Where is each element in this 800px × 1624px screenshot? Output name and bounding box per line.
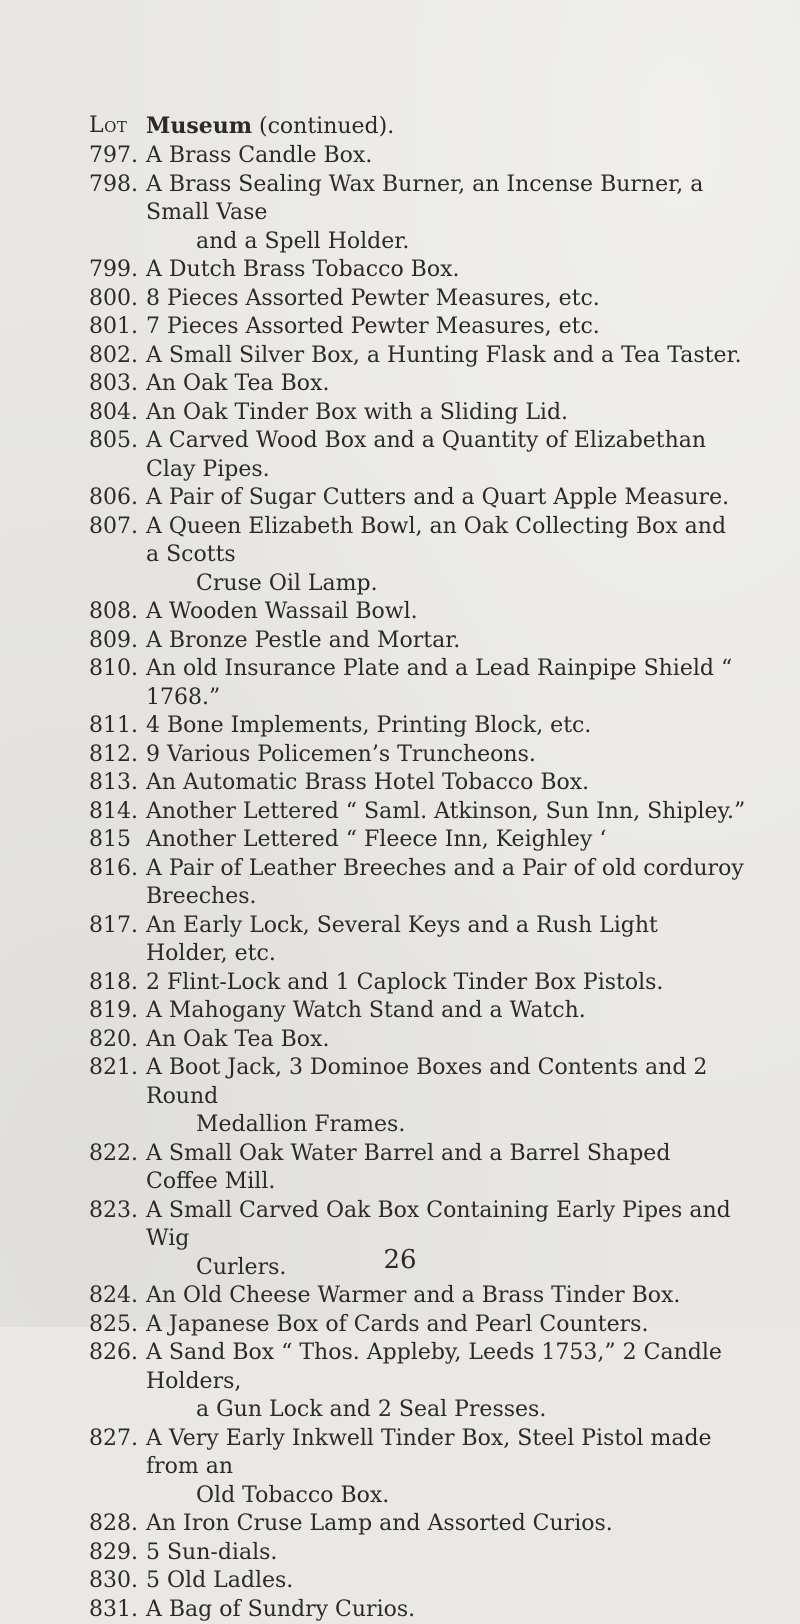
lot-description — [146, 1539, 746, 1568]
section-title — [146, 112, 394, 141]
lot-number: 809. — [89, 627, 138, 656]
lot-description — [146, 256, 746, 285]
lot-description-line: Another Lettered “ Fleece Inn, Keighley ‘ — [146, 827, 606, 852]
lot-number: 819. — [89, 997, 138, 1026]
lot-description-line: A Dutch Brass Tobacco Box. — [146, 257, 460, 282]
lot-entry — [0, 313, 800, 342]
lot-description — [146, 912, 746, 969]
lot-description-continuation: and a Spell Holder. — [146, 228, 746, 257]
lot-description-line: A Pair of Sugar Cutters and a Quart Apple Measure. — [146, 485, 729, 510]
lot-entry — [0, 712, 800, 741]
lot-description — [146, 1339, 746, 1425]
lot-description — [146, 855, 746, 912]
lot-number: 820. — [89, 1026, 138, 1055]
lot-entry — [0, 1311, 800, 1340]
lot-number: 831. — [89, 1596, 138, 1624]
lot-description-line: A Small Carved Oak Box Containing Early Pipes and Wig — [146, 1198, 731, 1252]
lot-entry — [0, 855, 800, 912]
lot-description — [146, 1311, 746, 1340]
lot-description — [146, 1140, 746, 1197]
section-title-note: (continued). — [252, 114, 394, 139]
lot-description — [146, 427, 746, 484]
lot-description-line: A Carved Wood Box and a Quantity of Elizabethan Clay Pipes. — [146, 428, 706, 482]
lot-description-continuation: Curlers. — [146, 1254, 746, 1283]
lot-entry — [0, 627, 800, 656]
lot-description — [146, 1567, 746, 1596]
lot-description-line: 9 Various Policemen’s Truncheons. — [146, 742, 536, 767]
lot-number: 813. — [89, 769, 138, 798]
page-header — [0, 112, 800, 142]
lot-number: 821. — [89, 1054, 138, 1083]
lot-number: 829. — [89, 1539, 138, 1568]
lot-entry — [0, 1026, 800, 1055]
lot-entry — [0, 598, 800, 627]
lot-number: 803. — [89, 370, 138, 399]
lot-entry — [0, 1282, 800, 1311]
lot-entry — [0, 256, 800, 285]
lot-description-line: An Iron Cruse Lamp and Assorted Curios. — [146, 1511, 613, 1536]
lot-description-continuation: a Gun Lock and 2 Seal Presses. — [146, 1396, 746, 1425]
lot-number: 815 — [89, 826, 131, 855]
lot-entry — [0, 1054, 800, 1140]
lot-description — [146, 370, 746, 399]
lot-number: 827. — [89, 1425, 138, 1454]
lot-description-line: A Mahogany Watch Stand and a Watch. — [146, 998, 586, 1023]
lot-list — [0, 142, 800, 1624]
lot-description-line: A Japanese Box of Cards and Pearl Counters. — [146, 1312, 648, 1337]
lot-description — [146, 399, 746, 428]
lot-description-line: A Brass Candle Box. — [146, 143, 372, 168]
lot-description-line: 4 Bone Implements, Printing Block, etc. — [146, 713, 591, 738]
lot-description-line: 8 Pieces Assorted Pewter Measures, etc. — [146, 286, 600, 311]
lot-entry — [0, 912, 800, 969]
lot-number: 805. — [89, 427, 138, 456]
lot-description — [146, 313, 746, 342]
lot-description — [146, 142, 746, 171]
lot-description — [146, 1026, 746, 1055]
lot-description — [146, 969, 746, 998]
lot-number: 824. — [89, 1282, 138, 1311]
lot-entry — [0, 1510, 800, 1539]
lot-number: 828. — [89, 1510, 138, 1539]
lot-number: 797. — [89, 142, 138, 171]
lot-entry — [0, 741, 800, 770]
lot-description — [146, 1054, 746, 1140]
lot-number: 818. — [89, 969, 138, 998]
lot-description-line: Another Lettered “ Saml. Atkinson, Sun Inn, Shipley.” — [146, 799, 745, 824]
lot-description — [146, 513, 746, 599]
lot-entry — [0, 342, 800, 371]
lot-description — [146, 712, 746, 741]
lot-description-line: A Bronze Pestle and Mortar. — [146, 628, 460, 653]
section-title-main: Museum — [146, 113, 252, 139]
lot-description-line: An Oak Tea Box. — [146, 1027, 329, 1052]
lot-number: 823. — [89, 1197, 138, 1226]
lot-description-continuation: Medallion Frames. — [146, 1111, 746, 1140]
lot-description — [146, 1596, 746, 1624]
lot-description — [146, 826, 746, 855]
lot-entry — [0, 370, 800, 399]
lot-description-line: A Small Oak Water Barrel and a Barrel Shaped Coffee Mill. — [146, 1141, 670, 1195]
lot-number: 798. — [89, 171, 138, 200]
lot-entry — [0, 142, 800, 171]
lot-number: 825. — [89, 1311, 138, 1340]
lot-description-line: A Small Silver Box, a Hunting Flask and a Tea Taster. — [146, 343, 742, 368]
lot-description-line: A Brass Sealing Wax Burner, an Incense Burner, a Small Vase — [146, 172, 703, 226]
lot-entry — [0, 484, 800, 513]
lot-description-line: A Queen Elizabeth Bowl, an Oak Collecting Box and a Scotts — [146, 514, 726, 568]
lot-number: 830. — [89, 1567, 138, 1596]
lot-description-continuation: Old Tobacco Box. — [146, 1482, 746, 1511]
lot-description-line: An Oak Tinder Box with a Sliding Lid. — [146, 400, 568, 425]
lot-entry — [0, 1425, 800, 1511]
lot-description-line: An old Insurance Plate and a Lead Rainpipe Shield “ 1768.” — [146, 656, 732, 710]
lot-description-line: A Pair of Leather Breeches and a Pair of old corduroy Breeches. — [146, 856, 744, 910]
lot-number: 802. — [89, 342, 138, 371]
lot-number: 817. — [89, 912, 138, 941]
lot-description — [146, 655, 746, 712]
lot-description-line: An Old Cheese Warmer and a Brass Tinder Box. — [146, 1283, 680, 1308]
lot-description — [146, 997, 746, 1026]
lot-description-line: 2 Flint-Lock and 1 Caplock Tinder Box Pistols. — [146, 970, 663, 995]
lot-entry — [0, 1140, 800, 1197]
lot-number: 826. — [89, 1339, 138, 1368]
lot-description — [146, 484, 746, 513]
lot-number: 807. — [89, 513, 138, 542]
lot-description — [146, 171, 746, 257]
lot-number: 799. — [89, 256, 138, 285]
lot-description-line: A Very Early Inkwell Tinder Box, Steel Pistol made from an — [146, 1426, 712, 1480]
lot-entry — [0, 969, 800, 998]
lot-entry — [0, 1339, 800, 1425]
lot-description-line: An Automatic Brass Hotel Tobacco Box. — [146, 770, 589, 795]
lot-description — [146, 342, 746, 371]
lot-number: 806. — [89, 484, 138, 513]
lot-number: 801. — [89, 313, 138, 342]
lot-description — [146, 1282, 746, 1311]
lot-description-line: A Sand Box “ Thos. Appleby, Leeds 1753,” 2 Candle Holders, — [146, 1340, 722, 1394]
lot-entry — [0, 655, 800, 712]
lot-number: 814. — [89, 798, 138, 827]
page-number: 26 — [0, 1245, 800, 1275]
lot-number: 811. — [89, 712, 138, 741]
lot-column-heading: Lot — [89, 112, 127, 140]
lot-entry — [0, 769, 800, 798]
lot-description-line: 5 Sun-dials. — [146, 1540, 277, 1565]
lot-description — [146, 1425, 746, 1511]
lot-description — [146, 627, 746, 656]
lot-description — [146, 285, 746, 314]
lot-description-line: An Oak Tea Box. — [146, 371, 329, 396]
lot-number: 800. — [89, 285, 138, 314]
lot-description-line: 5 Old Ladles. — [146, 1568, 293, 1593]
lot-description — [146, 798, 746, 827]
lot-entry — [0, 1539, 800, 1568]
lot-entry — [0, 399, 800, 428]
lot-description — [146, 741, 746, 770]
lot-entry — [0, 826, 800, 855]
lot-number: 804. — [89, 399, 138, 428]
lot-description-continuation: Cruse Oil Lamp. — [146, 570, 746, 599]
lot-description-line: A Boot Jack, 3 Dominoe Boxes and Contents and 2 Round — [146, 1055, 707, 1109]
lot-entry — [0, 798, 800, 827]
lot-number: 810. — [89, 655, 138, 684]
lot-description-line: A Bag of Sundry Curios. — [146, 1597, 415, 1622]
lot-entry — [0, 1567, 800, 1596]
lot-description — [146, 1510, 746, 1539]
lot-entry — [0, 1596, 800, 1624]
lot-description — [146, 598, 746, 627]
lot-description-line: 7 Pieces Assorted Pewter Measures, etc. — [146, 314, 600, 339]
lot-entry — [0, 427, 800, 484]
lot-number: 822. — [89, 1140, 138, 1169]
lot-description — [146, 769, 746, 798]
lot-entry — [0, 171, 800, 257]
lot-number: 816. — [89, 855, 138, 884]
lot-entry — [0, 997, 800, 1026]
lot-entry — [0, 513, 800, 599]
lot-number: 812. — [89, 741, 138, 770]
lot-description-line: An Early Lock, Several Keys and a Rush Light Holder, etc. — [146, 913, 658, 967]
lot-description-line: A Wooden Wassail Bowl. — [146, 599, 418, 624]
lot-number: 808. — [89, 598, 138, 627]
lot-entry — [0, 285, 800, 314]
